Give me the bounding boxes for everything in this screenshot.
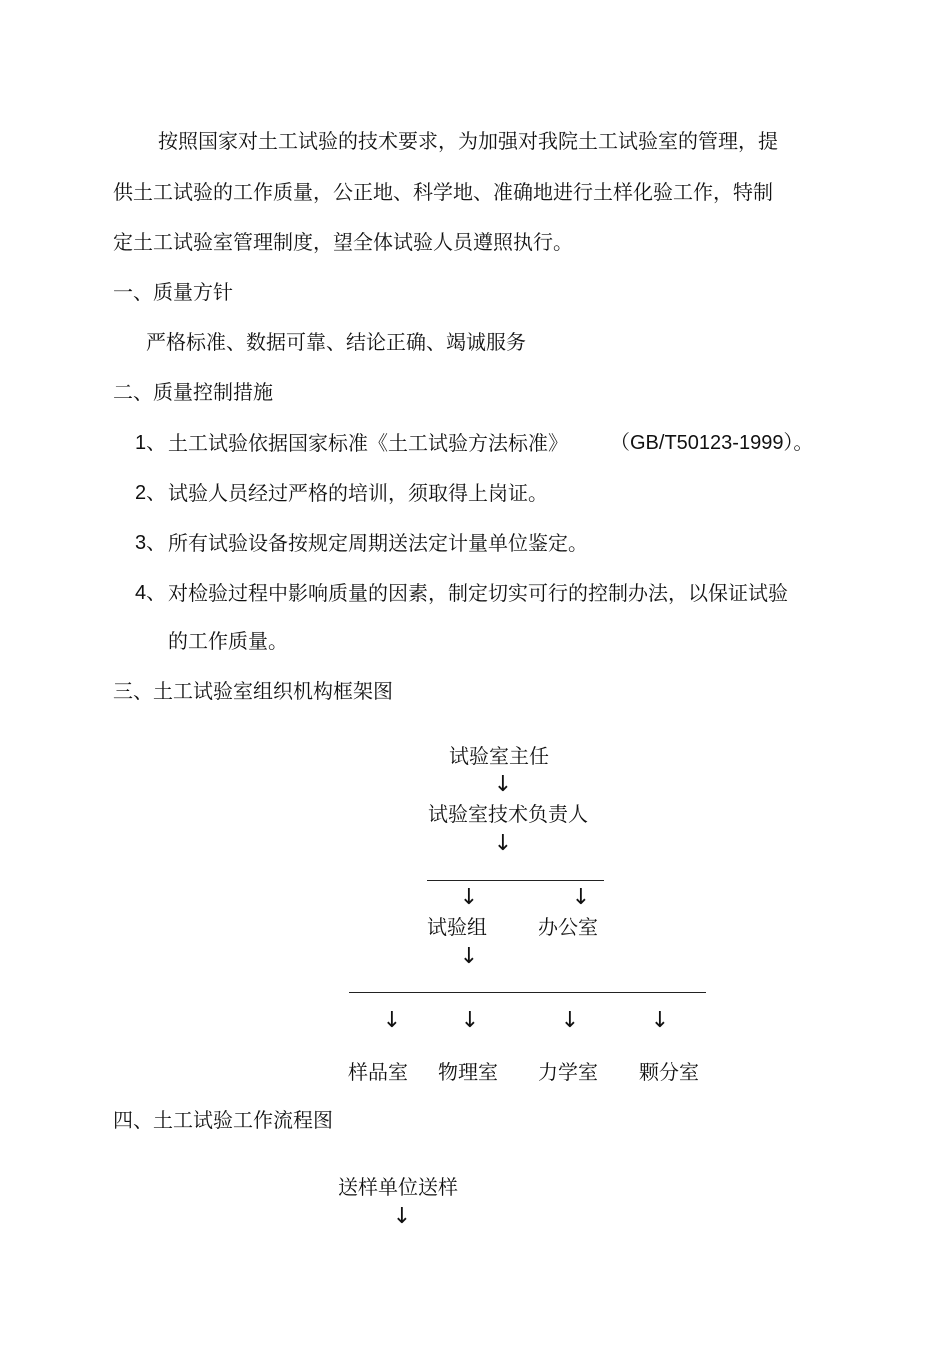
item-4-number: 4、 xyxy=(135,582,167,604)
item-3-number: 3、 xyxy=(135,532,167,554)
section-4-heading: 四、土工试验工作流程图 xyxy=(113,1108,333,1132)
item-1-standard-code: （GB/T50123-1999）。 xyxy=(610,432,814,454)
item-4-continuation: 的工作质量。 xyxy=(168,629,288,653)
item-2-number: 2、 xyxy=(135,482,167,504)
down-arrow-icon: ↓ xyxy=(560,1008,580,1033)
down-arrow-icon: ↓ xyxy=(459,885,479,910)
section-2-heading: 二、质量控制措施 xyxy=(113,380,273,404)
org-branch-line xyxy=(427,880,604,881)
down-arrow-icon: ↓ xyxy=(392,1204,412,1229)
org-tech-lead: 试验室技术负责人 xyxy=(428,802,588,826)
down-arrow-icon: ↓ xyxy=(460,1008,480,1033)
intro-line-2: 供土工试验的工作质量，公正地、科学地、准确地进行土样化验工作，特制 xyxy=(113,180,773,204)
org-office: 办公室 xyxy=(538,915,598,939)
intro-line-3: 定土工试验室管理制度，望全体试验人员遵照执行。 xyxy=(113,230,573,254)
org-room-mechanics: 力学室 xyxy=(538,1060,598,1084)
org-room-sample: 样品室 xyxy=(348,1060,408,1084)
org-room-physics: 物理室 xyxy=(438,1060,498,1084)
flow-step-1: 送样单位送样 xyxy=(338,1175,458,1199)
item-4-text: 对检验过程中影响质量的因素，制定切实可行的控制办法，以保证试验 xyxy=(168,581,788,605)
section-1-heading: 一、质量方针 xyxy=(113,280,233,304)
down-arrow-icon: ↓ xyxy=(382,1008,402,1033)
down-arrow-icon: ↓ xyxy=(459,944,479,969)
down-arrow-icon: ↓ xyxy=(650,1008,670,1033)
intro-line-1: 按照国家对土工试验的技术要求，为加强对我院土工试验室的管理，提 xyxy=(158,129,778,153)
down-arrow-icon: ↓ xyxy=(493,831,513,856)
org-room-grain-size: 颗分室 xyxy=(639,1060,699,1084)
org-test-group: 试验组 xyxy=(427,915,487,939)
quality-policy: 严格标准、数据可靠、结论正确、竭诚服务 xyxy=(146,330,526,354)
down-arrow-icon: ↓ xyxy=(493,772,513,797)
down-arrow-icon: ↓ xyxy=(571,885,591,910)
item-1-text: 土工试验依据国家标准《土工试验方法标准》 xyxy=(168,431,568,455)
section-3-heading: 三、土工试验室组织机构框架图 xyxy=(113,679,393,703)
item-3-text: 所有试验设备按规定周期送法定计量单位鉴定。 xyxy=(168,531,588,555)
item-2-text: 试验人员经过严格的培训，须取得上岗证。 xyxy=(168,481,548,505)
org-director: 试验室主任 xyxy=(449,744,549,768)
item-1-number: 1、 xyxy=(135,432,167,454)
org-rooms-line xyxy=(349,992,706,993)
